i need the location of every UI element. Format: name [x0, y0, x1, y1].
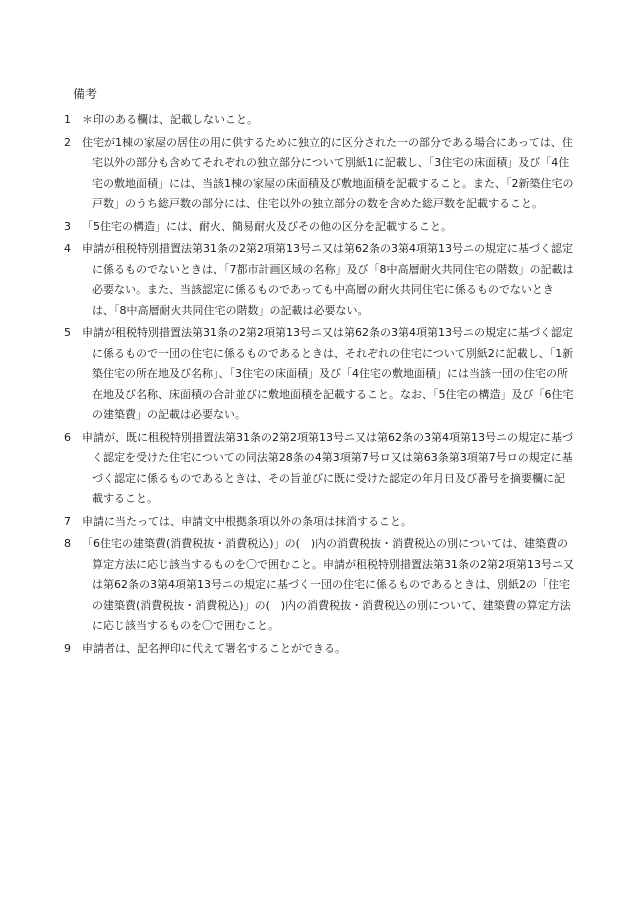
remark-text: 申請者は、記名押印に代えて署名することができる。 — [82, 641, 346, 655]
remark-item-9 — [64, 639, 574, 660]
remark-number: 2 — [64, 135, 71, 149]
remark-text: 申請が租税特別措置法第31条の2第2項第13号ニ又は第62条の3第4項第13号ニの規定に基づく認定に係るものでないときは、「7都市計画区域の名称」及び「8中高層耐火共同住宅の階数」の記載は必要ない。また、当該認定に係るものであっても中高層の耐火共同住宅に係るものでないときは、「8中高層耐火共同住宅の階数」の記載は必要ない。 — [82, 242, 574, 317]
remark-text: 住宅が1棟の家屋の居住の用に供するために独立的に区分された一の部分である場合にあっては、住宅以外の部分も含めてそれぞれの独立部分について別紙1に記載し、「3住宅の床面積」及び「4住宅の敷地面積」には、当該1棟の家屋の床面積及び敷地面積を記載すること。また、「2新築住宅の戸数」のうち総戸数の部分には、住宅以外の独立部分の数を含めた総戸数を記載すること。 — [82, 135, 574, 210]
remark-number: 8 — [64, 537, 71, 550]
remark-item-7 — [64, 512, 574, 533]
remark-number: 1 — [64, 113, 71, 126]
remarks-list — [64, 110, 574, 661]
remark-number: 4 — [64, 242, 71, 255]
remark-item-2 — [64, 133, 574, 215]
remarks-heading: 備考 — [73, 87, 98, 101]
remark-number: 9 — [64, 641, 71, 655]
remark-item-1 — [64, 110, 574, 131]
remark-item-4 — [64, 239, 574, 321]
remark-number: 6 — [64, 430, 71, 444]
remark-item-8 — [64, 534, 574, 637]
remark-item-6 — [64, 428, 574, 510]
remark-number: 5 — [64, 326, 71, 339]
remark-item-3 — [64, 217, 574, 238]
remark-number: 3 — [64, 219, 71, 233]
remark-text: 申請が租税特別措置法第31条の2第2項第13号ニ又は第62条の3第4項第13号ニの規定に基づく認定に係るもので一団の住宅に係るものであるときは、それぞれの住宅について別紙2に記載し、「1新築住宅の所在地及び名称」、「3住宅の床面積」及び「4住宅の敷地面積」には当該一団の住宅の所在地及び名称、床面積の合計並びに敷地面積を記載すること。なお、「5住宅の構造」及び「6住宅の建築費」の記載は必要ない。 — [82, 326, 574, 421]
remark-text: 「5住宅の構造」には、耐火、簡易耐火及びその他の区分を記載すること。 — [82, 219, 452, 233]
remark-number: 7 — [64, 514, 71, 528]
remark-text: 「6住宅の建築費(消費税抜・消費税込)」の( )内の消費税抜・消費税込の別については、建築費の算定方法に応じ該当するものを〇で囲むこと。申請が租税特別措置法第31条の2第2項第13号ニ又は第62条の3第4項第13号ニの規定に基づく一団の住宅に係るものであるときは、別紙2の「住宅の建築費(消費税抜・消費税込)」の( )内の消費税抜・消費税込の別について、建築費の算定方法に応じ該当するものを〇で囲むこと。 — [82, 537, 574, 632]
remark-item-5 — [64, 323, 574, 426]
remark-text: 申請に当たっては、申請文中根拠条項以外の条項は抹消すること。 — [82, 514, 412, 528]
remark-text: 申請が、既に租税特別措置法第31条の2第2項第13号ニ又は第62条の3第4項第13号ニの規定に基づく認定を受けた住宅についての同法第28条の4第3項第7号ロ又は第63条第3項第7号ロの規定に基づく認定に係るものであるときは、その旨並びに既に受けた認定の年月日及び番号を摘要欄に記載すること。 — [82, 430, 573, 505]
remark-text: ＊印のある欄は、記載しないこと。 — [82, 113, 258, 126]
